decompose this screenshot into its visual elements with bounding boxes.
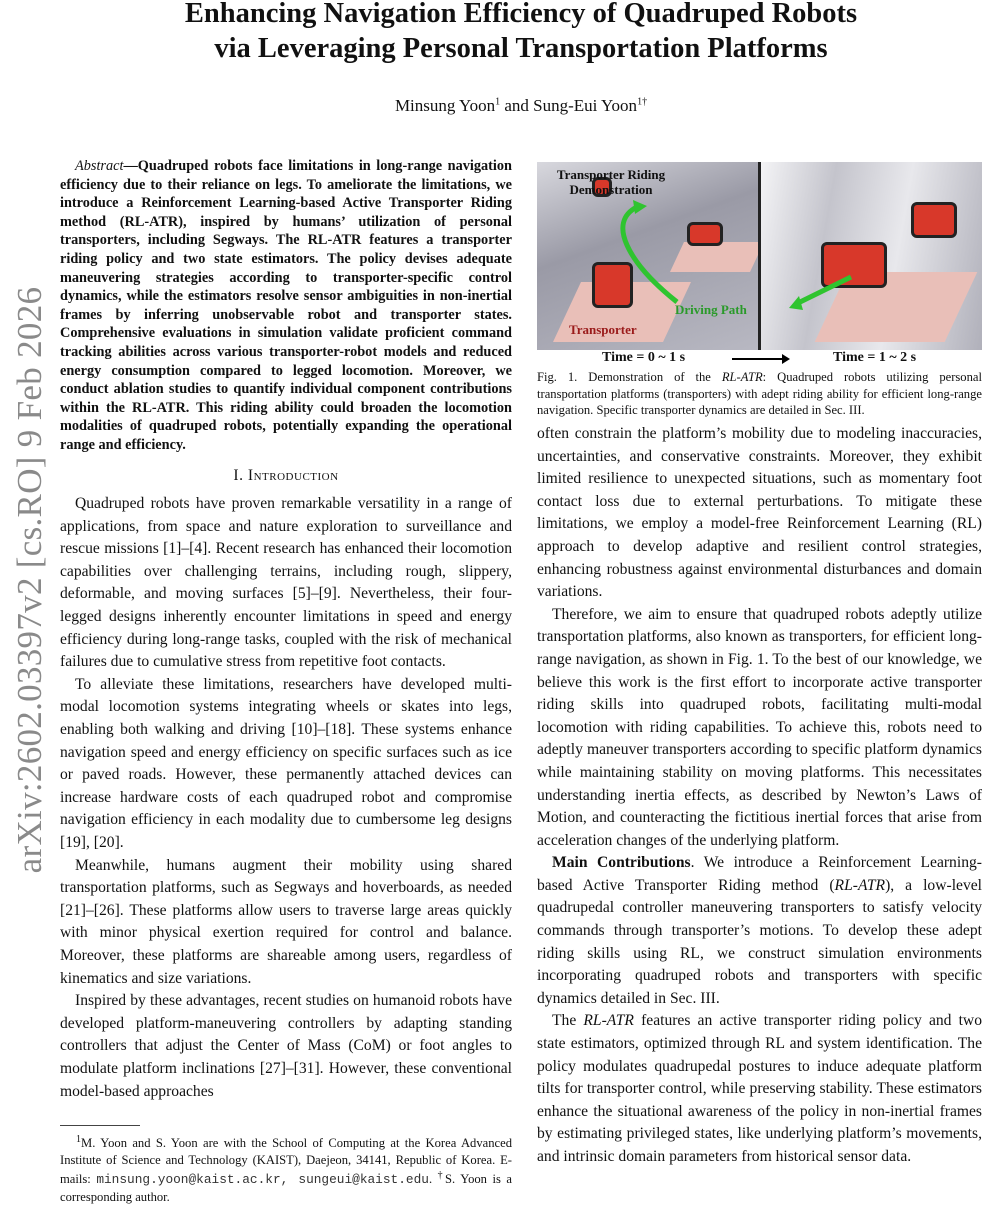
paragraph-text: features an active transporter riding policy and two state estimators, optimized through RL and system identification. The policy modulates quadrupedal postures to induce adequate platform tilts for transporter control, while preserving stability. These estimators enhance the situational awareness of the policy in non-inertial frames by estimating privileged states, like underlying platform’s movements, and intrinsic domain parameters from historical sensor data. — [537, 1012, 982, 1165]
caption-text: : Quadruped robots utilizing personal transportation platforms (transporters) with adept riding ability for efficient long-range navigation. Specific transporter dynamics are detailed in Sec. III. — [537, 370, 982, 418]
method-name: RL-ATR — [583, 1012, 634, 1030]
figure-label-title: Transporter Riding Demonstration — [556, 167, 666, 197]
paragraph: often constrain the platform’s mobility due to modeling inaccuracies, uncertainties, and conservative constraints. Moreover, they exhibit limited resilience to unexpected situations, such as momentary foot contact loss due to external perturbations. To mitigate these limitations, we employ a model-free Reinforcement Learning (RL) approach to develop adaptive and resilient control strategies, enhancing robustness against environmental disturbances and domain variations. — [537, 425, 982, 601]
author-1-affil: 1 — [495, 96, 501, 108]
contributions-text: ), a low-level quadrupedal controller maneuvering transporters to satisfy velocity commands through transporter’s motions. To develop these adept riding skills using RL, we construct simulation environments incorporating quadruped robots and transporters with specific dynamics detailed in Sec. III. — [537, 876, 982, 1007]
footnote-text: M. Yoon and S. Yoon are with the School of Computing at the Korea Advanced Institute of Science and Technology (KAIST), Daejeon, 34141, Republic of Korea. E-mails: — [60, 1136, 512, 1187]
left-column — [60, 157, 512, 1103]
footnote-rule — [60, 1125, 140, 1126]
contributions-label: Main Contributions — [552, 854, 691, 872]
email-link[interactable]: minsung.yoon@kaist.ac.kr — [96, 1172, 281, 1188]
paragraph: Therefore, we aim to ensure that quadruped robots adeptly utilize transportation platforms, also known as transporters, for efficient long-range navigation, as shown in Fig. 1. To the best of our knowledge, we believe this work is the first effort to incorporate active transporter riding skills into quadruped robots, facilitating multi-modal locomotion with riding capabilities. To achieve this, robots need to adeptly maneuver transporters according to specific platform dynamics while maintaining stability on moving platforms. This necessitates understanding inertia effects, as described by Newton’s Laws of Motion, and counteracting the fictitious inertial forces that arise from acceleration changes of the underlying platform. — [537, 605, 982, 849]
author-and: and — [500, 96, 534, 115]
figure-label-path: Driving Path — [675, 302, 747, 317]
caption-prefix: Fig. 1. Demonstration of the — [537, 370, 722, 384]
abstract-dash: — — [123, 158, 138, 174]
footnote-mark: † — [437, 1170, 446, 1182]
author-2-affil: 1† — [637, 96, 648, 108]
driving-path-arrow-icon — [761, 162, 981, 350]
figure-label-transporter: Transporter — [569, 322, 637, 337]
paragraph: Quadruped robots have proven remarkable versatility in a range of applications, from space and nature exploration to surveillance and rescue missions [1]–[4]. Recent research has enhanced their locomotion capabilities over challenging terrains, including rough, slippery, deformable, and moving surfaces [5]–[9]. Nevertheless, their four-legged designs inherently encounter limitations in speed and energy efficiency during long-range tasks, coupled with the risk of mechanical failures due to cumulative stress from repetitive foot contacts. — [60, 495, 512, 671]
abstract-text: Quadruped robots face limitations in long-range navigation efficiency due to their reliance on legs. To ameliorate the limitations, we introduce a Reinforcement Learning-based Active Transporter Riding method (RL-ATR), inspired by humans’ utilization of personal transporters, including Segways. The RL-ATR features a transporter riding policy and two state estimators. The policy devises adequate maneuvering strategies according to transporter-specific control dynamics, while the estimators resolve sensor ambiguities in non-inertial frames by inferring unobservable robot and transporter states. Comprehensive evaluations in simulation validate proficient command tracking abilities across various transporter-robot models and reduced energy consumption compared to legged locomotion. Moreover, we conduct ablation studies to quantify individual component contributions within the RL-ATR. This riding ability could broaden the locomotion modalities of quadruped robots, potentially expanding the operational range and efficiency. — [60, 158, 512, 453]
footnote-text: S. Yoon is a corresponding author. — [60, 1172, 513, 1205]
section-heading-introduction — [60, 465, 512, 488]
author-1: Minsung Yoon — [394, 96, 496, 115]
figure-panel-right — [761, 162, 982, 350]
paragraph — [537, 1010, 982, 1168]
paragraph: Inspired by these advantages, recent studies on humanoid robots have developed platform-maneuvering controllers by adapting standing controllers that adjust the Center of Mass (CoM) or foot angles to modulate platform inclinations [27]–[31]. However, these conventional model-based approaches — [60, 992, 512, 1100]
title-line-1: Enhancing Navigation Efficiency of Quadruped Robots — [184, 0, 858, 29]
email-link[interactable]: sungeui@kaist.edu — [298, 1172, 429, 1188]
right-column — [537, 423, 982, 1169]
paper-title — [60, 0, 982, 66]
footnote — [60, 1132, 512, 1206]
figure-1 — [537, 162, 982, 350]
contributions-text: . We introduce a Reinforcement Learning-based Active Transporter Riding method ( — [537, 854, 982, 894]
arxiv-watermark: arXiv:2602.03397v2 [cs.RO] 9 Feb 2026 — [10, 286, 49, 874]
figure-panel-left — [537, 162, 758, 350]
paragraph: To alleviate these limitations, researchers have developed multi-modal locomotion systems integrating wheels or skates into legs, enabling both walking and driving [10]–[18]. These systems enhance navigation speed and energy efficiency on specific surfaces such as ice or paved roads. However, these permanently attached devices can increase hardware costs of each quadruped robot and compromise navigation efficiency in each modality due to cumbersome leg designs [19], [20]. — [60, 675, 512, 851]
footnote-text: . — [428, 1172, 438, 1187]
abstract-label: Abstract — [75, 158, 124, 174]
time-arrow-icon — [732, 358, 788, 360]
author-2: Sung-Eui Yoon — [533, 96, 638, 115]
section-title: Introduction — [247, 466, 339, 484]
caption-method: RL-ATR — [721, 370, 763, 384]
time-label-right: Time = 1 ~ 2 s — [833, 350, 917, 365]
section-number: I. — [233, 466, 244, 484]
footnote-separator: , — [280, 1172, 299, 1188]
paragraph: Meanwhile, humans augment their mobility using shared transportation platforms, such as Segways and hoverboards, as needed [21]–[26]. These platforms allow users to traverse large areas quickly with minor physical exertion required for control and balance. Moreover, these platforms are shareable among users, regardless of kinematics and size variations. — [60, 856, 512, 987]
title-line-2: via Leveraging Personal Transportation Platforms — [214, 33, 828, 64]
time-label-left: Time = 0 ~ 1 s — [602, 350, 686, 365]
abstract — [60, 157, 512, 455]
paragraph-text: The — [552, 1012, 584, 1030]
contributions-paragraph — [537, 852, 982, 1010]
authors — [60, 96, 982, 116]
contributions-method: RL-ATR — [834, 876, 886, 894]
figure-caption — [537, 369, 982, 419]
figure-timeline — [537, 350, 982, 370]
footnote-mark: 1 — [76, 1134, 82, 1145]
